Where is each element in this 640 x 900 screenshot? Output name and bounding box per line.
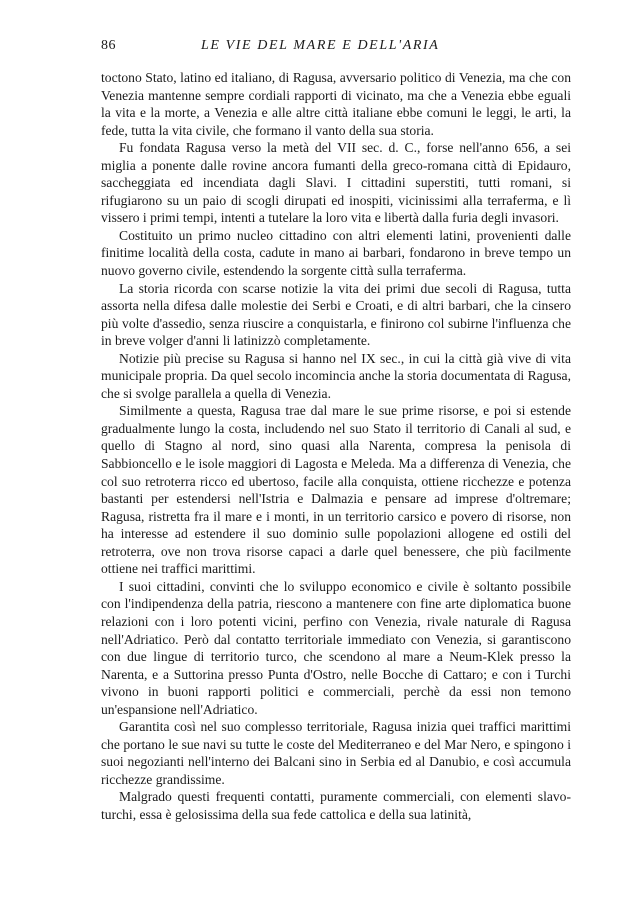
paragraph-1: toctono Stato, latino ed italiano, di Ragusa, avversario politico di Venezia, ma che con Venezia mantenne sempre cordiali rapporti di vicinato, ma che a Venezia ebbe eguali la vita e la morte, a Venezia e alle altre città italiane ebbe comuni le leggi, le arti, la fede, tutta la vita civile, che formano il vanto della sua storia.: [101, 70, 571, 138]
paragraph-5: Notizie più precise su Ragusa si hanno nel IX sec., in cui la città già vive di vita municipale propria. Da quel secolo incomincia anche la storia documentata di Ragusa, che si svolge parallela a quella di Venezia.: [101, 350, 571, 401]
paragraph-6: Similmente a questa, Ragusa trae dal mare le sue prime risorse, e poi si estende gradualmente lungo la costa, includendo nel suo Stato il territorio di Canali al sud, e quello di Stagno al nord, sino quasi alla Narenta, compresa la penisola di Sabbioncello e le isole maggiori di Lagosta e Meleda. Ma a differenza di Venezia, che col suo retroterra ricco ed ubertoso, facile alla conquista, ottiene ricchezze e potenza bastanti per estendersi nell'Istria e Dalmazia e pensare ad imprese d'oltremare; Ragusa, ristretta fra il mare e i monti, in un territorio carsico e povero di risorse, non ha interesse ad estendere il suo dominio sulle popolazioni allogene ed ostili del retroterra, ove non trova risorse capaci a darle quel benessere, che più facilmente ottiene nei traffici marittimi.: [101, 403, 571, 577]
page-header: [101, 38, 571, 58]
paragraph-4: La storia ricorda con scarse notizie la vita dei primi due secoli di Ragusa, tutta assorta nella difesa dalle molestie dei Serbi e Croati, e di altri barbari, che la cinsero più volte d'assedio, senza riuscire a conquistarla, e finirono col subirne l'influenza che in breve volger d'anni li latinizzò completamente.: [101, 280, 571, 349]
paragraph-2: Fu fondata Ragusa verso la metà del VII sec. d. C., forse nell'anno 656, a sei miglia a ponente dalle rovine ancora fumanti della greco-romana città di Epidauro, saccheggiata ed incendiata dagli Slavi. I cittadini superstiti, tutti romani, si rifugiarono su un paio di scogli dirupati ed inospiti, vicinissimi alla terraferma, e lì vissero i primi tempi, intenti a tutelare la loro vita e libertà dalla furia degli invasori.: [101, 140, 571, 226]
running-title: LE VIE DEL MARE E DELL'ARIA: [201, 38, 440, 53]
paragraph-3: Costituito un primo nucleo cittadino con altri elementi latini, provenienti dalle finitime località della costa, cadute in mano ai barbari, fondarono in breve tempo un nuovo governo civile, estendendo la sorgente città sulla terraferma.: [101, 227, 571, 279]
paragraph-7: I suoi cittadini, convinti che lo sviluppo economico e civile è soltanto possibile con l'indipendenza della patria, riescono a mantenere con fine arte diplomatica buone relazioni con i loro potenti vicini, perfino con Venezia, rivale naturale di Ragusa nell'Adriatico. Però dal contatto territoriale immediato con Venezia, si garantiscono con due lingue di territorio turco, che scendono al mare a Neum-Klek presso la Narenta, e a Suttorina presso Punta d'Ostro, nelle Bocche di Cattaro; e con i Turchi vivono in buoni rapporti politici e commerciali, perchè da essi non temono un'espansione nell'Adriatico.: [101, 578, 571, 717]
page-number: 86: [101, 38, 116, 53]
body-text: [101, 69, 571, 824]
paragraph-8: Garantita così nel suo complesso territoriale, Ragusa inizia quei traffici marittimi che portano le sue navi su tutte le coste del Mediterraneo e del Mar Nero, e spingono i suoi negozianti nell'interno dei Balcani sino in Serbia ed al Danubio, e così accumula ricchezze grandissime.: [101, 719, 571, 787]
paragraph-9: Malgrado questi frequenti contatti, puramente commerciali, con elementi slavo-turchi, essa è gelosissima della sua fede cattolica e della sua latinità,: [101, 789, 571, 822]
